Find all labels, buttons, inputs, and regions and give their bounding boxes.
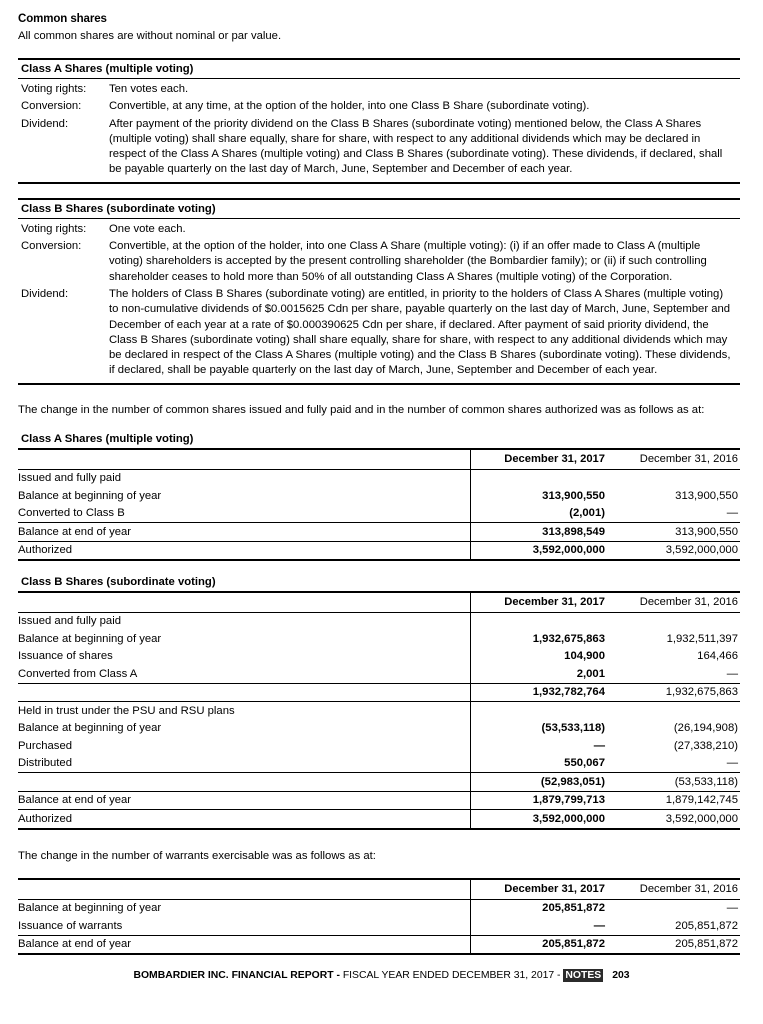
row-value-2016: 1,932,675,863 xyxy=(610,683,740,702)
header-year-2017: December 31, 2017 xyxy=(470,592,610,612)
row-label: Balance at end of year xyxy=(18,523,470,542)
table-row xyxy=(18,899,740,917)
row-value-2017: 1,932,782,764 xyxy=(470,683,610,702)
row-value-2016: 313,900,550 xyxy=(610,523,740,542)
table-row xyxy=(18,505,740,523)
row-value-2017: 205,851,872 xyxy=(470,935,610,954)
row-value-2016: 164,466 xyxy=(697,650,738,663)
table-row xyxy=(18,665,740,683)
row-value-2016 xyxy=(610,702,740,720)
row-label: Issued and fully paid xyxy=(18,472,121,485)
row-label xyxy=(18,683,470,702)
table-row-total xyxy=(18,523,740,542)
table-header-row xyxy=(18,449,740,469)
row-value-2017: 550,067 xyxy=(470,755,610,773)
row-value-2017: — xyxy=(470,917,610,935)
row-value-2017 xyxy=(470,469,610,487)
row-value-2017: 3,592,000,000 xyxy=(470,810,610,829)
warrants-table xyxy=(18,878,740,955)
definition-label: Conversion: xyxy=(21,240,82,253)
header-year-2017: December 31, 2017 xyxy=(470,449,610,469)
table-row xyxy=(18,630,740,648)
definition-row xyxy=(18,238,740,286)
row-value-2016: 3,592,000,000 xyxy=(610,541,740,560)
row-value-2017 xyxy=(470,702,610,720)
row-value-2017: (53,533,118) xyxy=(470,720,610,738)
row-value-2016: — xyxy=(726,902,738,915)
definition-text: Convertible, at the option of the holder, into one Class A Share (multiple voting): (i) if an offer made to Class A (multiple voting) shareholders is accepted by the present controlling shareholder (the Bombardier family); or (ii) if such controlling shareholder ceases to hold more than 50% of all outstanding Class A Shares (multiple voting) of the Corporation. xyxy=(109,240,707,283)
row-label: Converted from Class A xyxy=(18,665,470,683)
page-subtitle: All common shares are without nominal or par value. xyxy=(18,30,282,42)
table-row xyxy=(18,469,740,487)
row-label: Authorized xyxy=(18,541,470,560)
class-b-definition-table xyxy=(18,219,740,383)
table-row-total xyxy=(18,935,740,954)
header-year-2016: December 31, 2016 xyxy=(610,592,740,612)
row-value-2016: (27,338,210) xyxy=(673,739,738,752)
footer-report-title: BOMBARDIER INC. FINANCIAL REPORT - xyxy=(133,970,340,981)
row-value-2017: 205,851,872 xyxy=(470,899,610,917)
table-row xyxy=(18,755,740,773)
row-label: Held in trust under the PSU and RSU plans xyxy=(18,704,235,717)
table-row xyxy=(18,737,740,755)
class-b-definition-block xyxy=(18,198,740,385)
row-label: Issued and fully paid xyxy=(18,615,121,628)
table-row xyxy=(18,917,740,935)
row-value-2017: (52,983,051) xyxy=(470,773,610,792)
row-value-2016: 1,879,142,745 xyxy=(610,791,740,810)
row-value-2017: — xyxy=(470,737,610,755)
row-value-2017: 1,879,799,713 xyxy=(470,791,610,810)
class-b-definition-title: Class B Shares (subordinate voting) xyxy=(18,200,740,219)
definition-text: One vote each. xyxy=(109,222,186,235)
row-value-2016 xyxy=(610,612,740,630)
definition-label: Conversion: xyxy=(21,100,82,113)
definition-text: Ten votes each. xyxy=(109,83,189,95)
row-value-2017: (2,001) xyxy=(470,505,610,523)
row-label: Balance at beginning of year xyxy=(18,632,162,645)
table-row xyxy=(18,720,740,738)
row-label: Balance at beginning of year xyxy=(18,722,162,735)
definition-text: The holders of Class B Shares (subordinate voting) are entitled, in priority to the holders of Class A Shares (multiple voting) to non-cumulative dividends of $0.0015625 Cdn per share, payable quarterly on the last day of March, June, September and December of each year at a rate of $0.000390625 Cdn per share, if declared. After payment of said priority dividend, the Class B Shares (subordinate voting) shall share equally, share for share, with respect to any additional dividends which may be declared in respect of the Class A Shares (multiple voting) and the Class B Shares (subordinate voting). These dividends, if declared, shall be payable quarterly on the last day of March, June, September and December of each year. xyxy=(109,287,731,377)
table-row-subtotal xyxy=(18,683,740,702)
definition-row xyxy=(18,98,740,115)
header-year-2017: December 31, 2017 xyxy=(470,879,610,899)
row-label: Purchased xyxy=(18,739,73,752)
shares-intro-paragraph: The change in the number of common shares issued and fully paid and in the number of common shares authorized was as follows as at: xyxy=(18,403,705,416)
definition-text: Convertible, at any time, at the option of the holder, into one Class B Share (subordinate voting). xyxy=(109,100,590,113)
table-row xyxy=(18,487,740,505)
row-label xyxy=(18,773,470,792)
row-value-2016: 205,851,872 xyxy=(610,917,740,935)
header-year-2016: December 31, 2016 xyxy=(610,449,740,469)
header-year-2016: December 31, 2016 xyxy=(610,879,740,899)
definition-label: Dividend: xyxy=(21,117,69,130)
row-value-2016: — xyxy=(610,755,740,773)
table-row xyxy=(18,702,740,720)
row-value-2016: 313,900,550 xyxy=(675,489,738,502)
class-a-shares-table xyxy=(18,448,740,561)
row-value-2016: — xyxy=(610,665,740,683)
definition-text: After payment of the priority dividend on the Class B Shares (subordinate voting) mentioned below, the Class A Shares (multiple voting) shall share equally, share for share, with respect to any additional dividends which may be declared in respect of the Class A Shares (multiple voting) and Class B Shares (subordinate voting). These dividends, if declared, shall be payable quarterly on the last day of March, June, September and December of each year. xyxy=(109,117,723,176)
row-label: Converted to Class B xyxy=(18,505,470,523)
warrants-intro-paragraph: The change in the number of warrants exercisable was as follows as at: xyxy=(18,849,376,862)
row-value-2017: 2,001 xyxy=(470,665,610,683)
row-label: Distributed xyxy=(18,755,470,773)
definition-row xyxy=(18,116,740,182)
table-row-total xyxy=(18,791,740,810)
table-row xyxy=(18,612,740,630)
row-label: Balance at beginning of year xyxy=(18,902,162,915)
footer-notes-badge: NOTES xyxy=(565,970,602,981)
row-value-2016: (26,194,908) xyxy=(673,722,738,735)
class-a-definition-title: Class A Shares (multiple voting) xyxy=(18,60,740,79)
row-label: Issuance of warrants xyxy=(18,917,470,935)
definition-label: Voting rights: xyxy=(21,222,87,235)
row-value-2017: 104,900 xyxy=(470,648,610,666)
definition-row xyxy=(18,79,740,98)
row-value-2016: 1,932,511,397 xyxy=(666,632,738,645)
row-value-2017: 1,932,675,863 xyxy=(470,630,610,648)
table-header-row xyxy=(18,592,740,612)
row-value-2017: 3,592,000,000 xyxy=(470,541,610,560)
row-value-2017 xyxy=(470,612,610,630)
table-row xyxy=(18,648,740,666)
header-blank xyxy=(18,449,470,469)
header-blank xyxy=(18,592,470,612)
row-value-2017: 313,900,550 xyxy=(470,487,610,505)
class-b-shares-table xyxy=(18,591,740,830)
footer-fiscal-year: FISCAL YEAR ENDED DECEMBER 31, 2017 - xyxy=(342,970,561,981)
row-label: Balance at end of year xyxy=(18,935,470,954)
class-a-table-caption: Class A Shares (multiple voting) xyxy=(21,433,194,446)
definition-row xyxy=(18,219,740,238)
definition-row xyxy=(18,286,740,383)
definition-label: Voting rights: xyxy=(21,83,87,95)
class-b-table-caption: Class B Shares (subordinate voting) xyxy=(21,576,216,589)
table-header-row xyxy=(18,879,740,899)
header-blank xyxy=(18,879,470,899)
row-value-2016 xyxy=(610,469,740,487)
row-value-2016: 3,592,000,000 xyxy=(610,810,740,829)
row-label: Authorized xyxy=(18,810,470,829)
page-title: Common shares xyxy=(18,13,107,25)
row-value-2016: — xyxy=(610,505,740,523)
row-value-2016: (53,533,118) xyxy=(610,773,740,792)
row-value-2016: 205,851,872 xyxy=(610,935,740,954)
table-row-subtotal xyxy=(18,773,740,792)
page-footer xyxy=(0,969,763,982)
row-value-2017: 313,898,549 xyxy=(470,523,610,542)
class-a-definition-block xyxy=(18,58,740,184)
row-label: Issuance of shares xyxy=(18,650,113,663)
table-row-total xyxy=(18,541,740,560)
footer-page-number: 203 xyxy=(612,970,630,981)
definition-label: Dividend: xyxy=(21,287,69,300)
row-label: Balance at end of year xyxy=(18,791,470,810)
table-row-total xyxy=(18,810,740,829)
row-label: Balance at beginning of year xyxy=(18,489,162,502)
class-a-definition-table xyxy=(18,79,740,182)
